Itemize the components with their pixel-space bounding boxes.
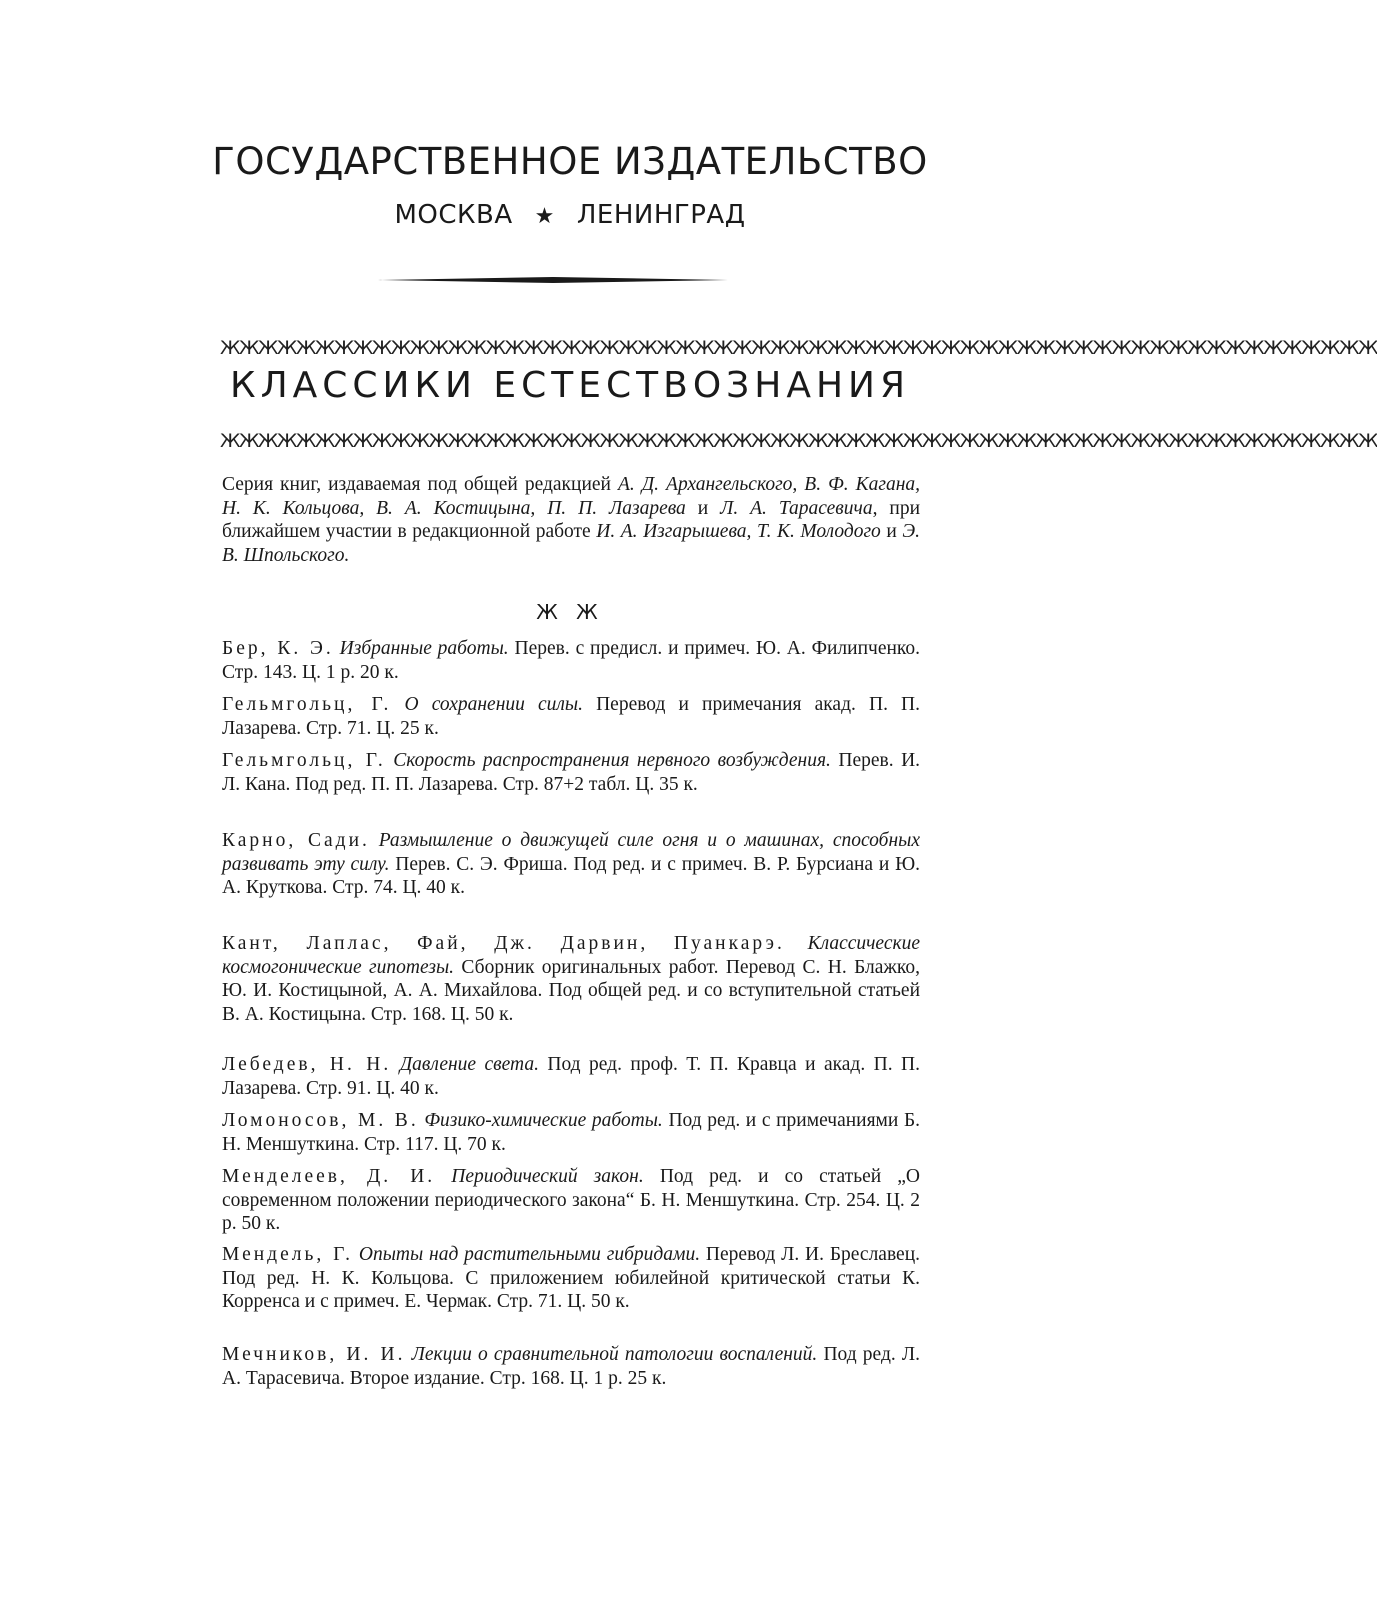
entry-details: Перевод и примечания акад. П. П. Лазарева. Стр. 71. Ц. 25 к. <box>222 694 921 739</box>
entry-details: Перев. с предисл. и примеч. Ю. А. Филипченко. Стр. 143. Ц. 1 р. 20 к. <box>222 638 921 683</box>
assistant-editors: И. А. Изгарышева, Т. К. Молодого <box>596 521 881 542</box>
section-dingbat: Ж Ж <box>536 600 604 624</box>
entry-details: Под ред. проф. Т. П. Кравца и акад. П. П. Лазарева. Стр. 91. Ц. 40 к. <box>222 1054 921 1099</box>
catalog-entry <box>222 693 920 740</box>
entry-title: О сохранении силы. <box>404 694 583 715</box>
catalog-entry <box>222 637 920 684</box>
entry-details: Перев. И. Л. Кана. Под ред. П. П. Лазарева. Стр. 87+2 табл. Ц. 35 к. <box>222 750 921 795</box>
entry-title: Периодический закон. <box>451 1166 644 1187</box>
catalog-entry <box>222 1109 920 1156</box>
entry-details: Под ред. Л. А. Тарасевича. Второе издание. Стр. 168. Ц. 1 р. 25 к. <box>222 1344 921 1389</box>
entry-author: Мендель, Г. <box>222 1244 354 1265</box>
entry-title: Скорость распространения нервного возбуждения. <box>393 750 831 771</box>
catalog-entry <box>222 1243 920 1314</box>
entry-title: Давление света. <box>399 1054 539 1075</box>
catalog-entry <box>222 932 920 1026</box>
entry-author: Гельмгольц, Г. <box>222 750 386 771</box>
ornament-border-bottom: ЖЖЖЖЖЖЖЖЖЖЖЖЖЖЖЖЖЖЖЖЖЖЖЖЖЖЖЖЖЖЖЖЖЖЖЖЖЖЖЖЖЖЖЖЖЖЖЖЖЖЖЖЖЖЖЖЖЖЖЖЖ <box>220 430 1377 452</box>
publisher-cities <box>0 200 1140 230</box>
entry-author: Лебедев, Н. Н. <box>222 1054 392 1075</box>
entry-title: Опыты над растительными гибридами. <box>358 1244 701 1265</box>
series-description: Серия книг, издаваемая под общей редакцией А. Д. Архангельского, В. Ф. Кагана, Н. К. Кольцова, В. А. Костицына, П. П. Лазарева и Л. А. Тарасевича, при ближайшем участии в редакционной работе И. А. Изгарышева, Т. К. Молодого и Э. В. Шпольского. <box>222 474 921 566</box>
star-icon: ★ <box>534 204 555 229</box>
entry-author: Ломоносов, М. В. <box>222 1110 419 1131</box>
entry-details: Перевод Л. И. Бреславец. Под ред. Н. К. Кольцова. С приложением юбилейной критической статьи К. Корренса и с примеч. Е. Чермак. Стр. 71. Ц. 50 к. <box>222 1244 921 1312</box>
catalog-entry <box>222 829 920 900</box>
assistant-editor-shpolsky: Э. В. Шпольского. <box>222 521 920 566</box>
entry-author: Менделеев, Д. И. <box>222 1166 436 1187</box>
catalog-entry <box>222 1343 920 1390</box>
entry-details: Сборник оригинальных работ. Перевод С. Н. Блажко, Ю. И. Костицыной, А. А. Михайлова. Под общей ред. и со вступительной статьей В. А. Костицына. Стр. 168. Ц. 50 к. <box>222 956 921 1025</box>
entry-title: Классические космогонические гипотезы. <box>222 933 921 978</box>
editor-tarasevich: Л. А. Тарасевича <box>720 497 873 519</box>
entry-title: Размышление о движущей силе огня и о машинах, способных развивать эту силу. <box>222 830 920 875</box>
entry-details: Перев. С. Э. Фриша. Под ред. и с примеч. В. Р. Бурсиана и Ю. А. Круткова. Стр. 74. Ц. 40 к. <box>222 853 920 898</box>
decorative-rule <box>378 276 728 284</box>
city-leningrad: ЛЕНИНГРАД <box>576 200 746 230</box>
entry-author: Мечников, И. И. <box>222 1344 406 1365</box>
entry-author: Бер, К. Э. <box>222 638 334 659</box>
series-title: КЛАССИКИ ЕСТЕСТВОЗНАНИЯ <box>230 365 910 406</box>
entry-details: Под ред. и со статьей „О современном положении периодического закона“ Б. Н. Меншуткина. Стр. 254. Ц. 2 р. 50 к. <box>222 1166 921 1234</box>
catalog-entry <box>222 1053 920 1100</box>
entry-title: Лекции о сравнительной патологии воспалений. <box>411 1344 818 1365</box>
city-moscow: МОСКВА <box>394 200 513 230</box>
editors-list: А. Д. Архангельского, В. Ф. Кагана, Н. К. Кольцова, В. А. Костицына, П. П. Лазарева <box>222 474 920 519</box>
entry-author: Кант, Лаплас, Фай, Дж. Дарвин, Пуанкарэ. <box>222 933 785 954</box>
entry-title: Физико-химические работы. <box>424 1110 663 1131</box>
ornament-border-top: ЖЖЖЖЖЖЖЖЖЖЖЖЖЖЖЖЖЖЖЖЖЖЖЖЖЖЖЖЖЖЖЖЖЖЖЖЖЖЖЖЖЖЖЖЖЖЖЖЖЖЖЖЖЖЖЖЖЖЖЖЖ <box>220 337 1377 359</box>
entry-author: Карно, Сади. <box>222 830 370 851</box>
publisher-name: ГОСУДАРСТВЕННОЕ ИЗДАТЕЛЬСТВО <box>212 140 928 183</box>
entry-title: Избранные работы. <box>339 638 509 659</box>
catalog-entry <box>222 749 920 796</box>
catalog-entry <box>222 1165 920 1236</box>
entry-author: Гельмгольц, Г. <box>222 694 392 715</box>
entry-details: Под ред. и с примечаниями Б. Н. Меншуткина. Стр. 117. Ц. 70 к. <box>222 1110 921 1155</box>
